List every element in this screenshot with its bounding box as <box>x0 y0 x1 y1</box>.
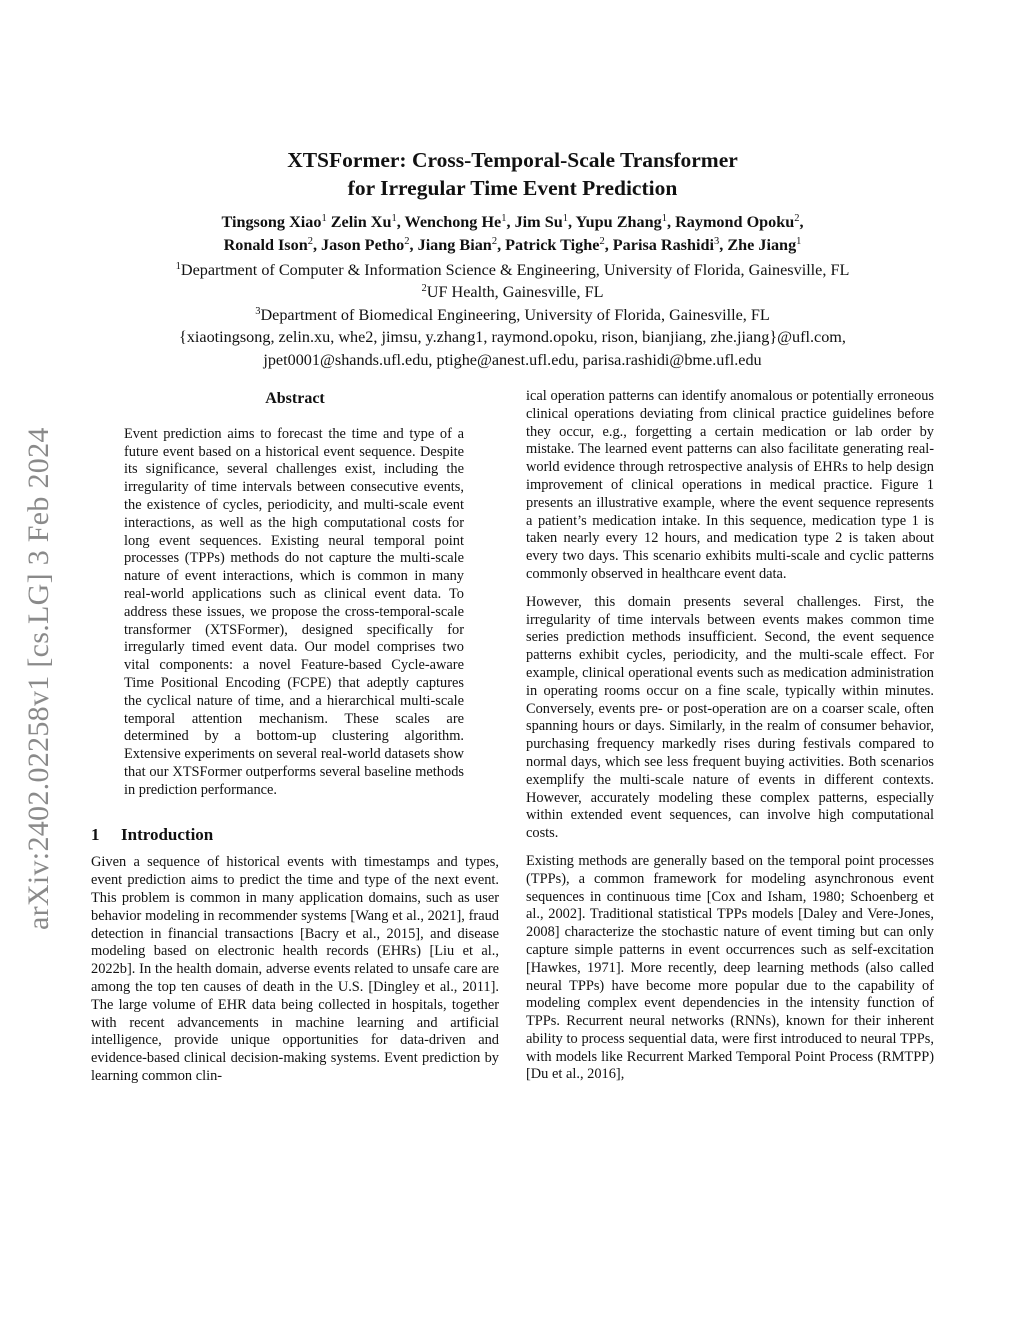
author: Ronald Ison$^2$ <box>223 236 313 254</box>
right-column <box>526 388 934 1084</box>
section-title: Introduction <box>121 824 214 844</box>
author: Patrick Tighe$^2$ <box>505 236 605 254</box>
author: Jiang Bian$^2$ <box>417 236 498 254</box>
author: Raymond Opoku$^2$ <box>675 213 800 231</box>
affiliation-3: $^3$Department of Biomedical Engineering, University of Florida, Gainesville, FL <box>255 305 770 324</box>
abstract-text: Event prediction aims to forecast the time and type of a future event based on a historical event sequence. Despite its significance, several challenges exist, including the irregularity of time intervals between consecutive events, the existence of cycles, periodicity, and multi-scale event interactions, as well as the high computational costs for long event sequences. Existing neural temporal point processes (TPPs) methods do not capture the multi-scale nature of event interactions, which is common in many real-world applications such as clinical event data. To address these issues, we propose the cross-temporal-scale transformer (XTSFormer), designed specifically for irregularly timed event data. Our model comprises two vital components: a novel Feature-based Cycle-aware Time Positional Encoding (FCPE) that adeptly captures the cyclical nature of time, and a hierarchical multi-scale temporal attention mechanism. These scales are determined by a bottom-up clustering algorithm. Extensive experiments on several real-world datasets show that our XTSFormer outperforms several baseline methods in prediction performance. <box>124 425 464 798</box>
section-number: 1 <box>91 824 100 844</box>
left-column <box>91 388 499 1086</box>
author: Jason Petho$^2$ <box>321 236 410 254</box>
intro-paragraph-2: However, this domain presents several challenges. First, the irregularity of time intervals between events makes common time series prediction methods insufficient. Second, the event sequence patterns exhibit cycles, periodicity, and the multi-scale effect. For example, clinical operational events such as medication administration in operating rooms occur on a fine scale, typically within minutes. Conversely, events pre- or post-operation are on a coarser scale, often spanning hours or days. Similarly, in the realm of consumer behavior, purchasing frequency markedly rises during festivals compared to normal days, which see less frequent buying activities. Both scenarios exemplify the multi-scale nature of events in different contexts. However, accurately modeling these complex patterns, especially within extended event sequences, can involve high computational costs. <box>526 593 934 842</box>
affiliation-1: $^1$Department of Computer & Information Science & Engineering, University of Florida, Gainesville, FL <box>175 261 850 279</box>
intro-paragraph-3: Existing methods are generally based on the temporal point processes (TPPs), a common framework for modeling asynchronous event sequences in continuous time [Cox and Isham, 1980; Schoenberg et al., 2002]. Traditional statistical TPPs models [Daley and Vere-Jones, 2008] characterize the stochastic nature of event timing but can only capture simple patterns in event occurrences such as self-excitation [Hawkes, 1971]. More recently, deep learning methods (also called neural TPPs) have become more popular due to the capability of modeling complex event dependencies in the intensity function of TPPs. Recurrent neural networks (RNNs), known for their inherent ability to process sequential data, were first introduced to neural TPPs, with models like Recurrent Marked Temporal Point Process (RMTPP) [Du et al., 2016], <box>526 852 934 1083</box>
intro-paragraph-1: Given a sequence of historical events with timestamps and types, event prediction aims to predict the time and type of the next event. This problem is common in many application domains, such as user behavior modeling in recommender systems [Wang et al., 2021], fraud detection in financial transactions [Bacry et al., 2015], and disease modeling based on electronic health records (EHRs) [Liu et al., 2022b]. In the health domain, adverse events related to unsafe care are among the top ten causes of death in the U.S. [Dingley et al., 2011]. The large volume of EHR data being collected in hospitals, together with recent advancements in machine learning and artificial intelligence, provide unique opportunities for data-driven and evidence-based clinical decision-making systems. Event prediction by learning common clin- <box>91 854 499 1084</box>
author: Zelin Xu$^1$ <box>330 213 397 231</box>
author: Parisa Rashidi$^3$ <box>612 236 720 254</box>
paper-title <box>90 146 935 202</box>
affiliations <box>70 259 955 371</box>
authors-line-1: Tingsong Xiao$^1$ Zelin Xu$^1$, Wenchong He$^1$, Jim Su$^1$, Yupu Zhang$^1$, Raymond Opoku$^2$, <box>221 213 804 231</box>
abstract-heading: Abstract <box>265 390 325 407</box>
author: Jim Su$^1$ <box>514 213 568 231</box>
author: Tingsong Xiao$^1$ <box>221 213 327 231</box>
emails-line-2: jpet0001@shands.ufl.edu, ptighe@anest.ufl.edu, parisa.rashidi@bme.ufl.edu <box>263 350 762 369</box>
author: Yupu Zhang$^1$ <box>575 213 667 231</box>
authors-line-2: Ronald Ison$^2$, Jason Petho$^2$, Jiang Bian$^2$, Patrick Tighe$^2$, Parisa Rashidi$^3$, Zhe Jiang$^1$ <box>223 236 802 254</box>
author-list <box>90 211 935 257</box>
affiliation-2: $^2$UF Health, Gainesville, FL <box>421 283 604 302</box>
author: Zhe Jiang$^1$ <box>727 236 802 254</box>
title-line-2: for Irregular Time Event Prediction <box>347 176 678 200</box>
emails-line-1: {xiaotingsong, zelin.xu, whe2, jimsu, y.zhang1, raymond.opoku, rison, bianjiang, zhe.jiang}@ufl.com, <box>179 328 846 347</box>
author: Wenchong He$^1$ <box>404 213 507 231</box>
title-line-1: XTSFormer: Cross-Temporal-Scale Transformer <box>287 148 738 172</box>
section-heading-introduction <box>91 826 499 844</box>
intro-paragraph-1-continued: ical operation patterns can identify anomalous or potentially erroneous clinical operations deviating from clinical practice guidelines before they occur, e.g., forgetting a certain medication or lab order by mistake. The learned event patterns can also facilitate generating real-world evidence through retrospective analysis of EHRs to help design improvement of clinical operations in medical practice. Figure 1 presents an illustrative example, where the event sequence represents a patient’s medication intake. In this sequence, medication type 1 is taken nearly every 12 hours, and medication type 2 is taken about every two days. This scenario exhibits multi-scale and cyclic patterns commonly observed in healthcare event data. <box>526 388 934 582</box>
arxiv-stamp: arXiv:2402.02258v1 [cs.LG] 3 Feb 2024 <box>22 427 55 930</box>
